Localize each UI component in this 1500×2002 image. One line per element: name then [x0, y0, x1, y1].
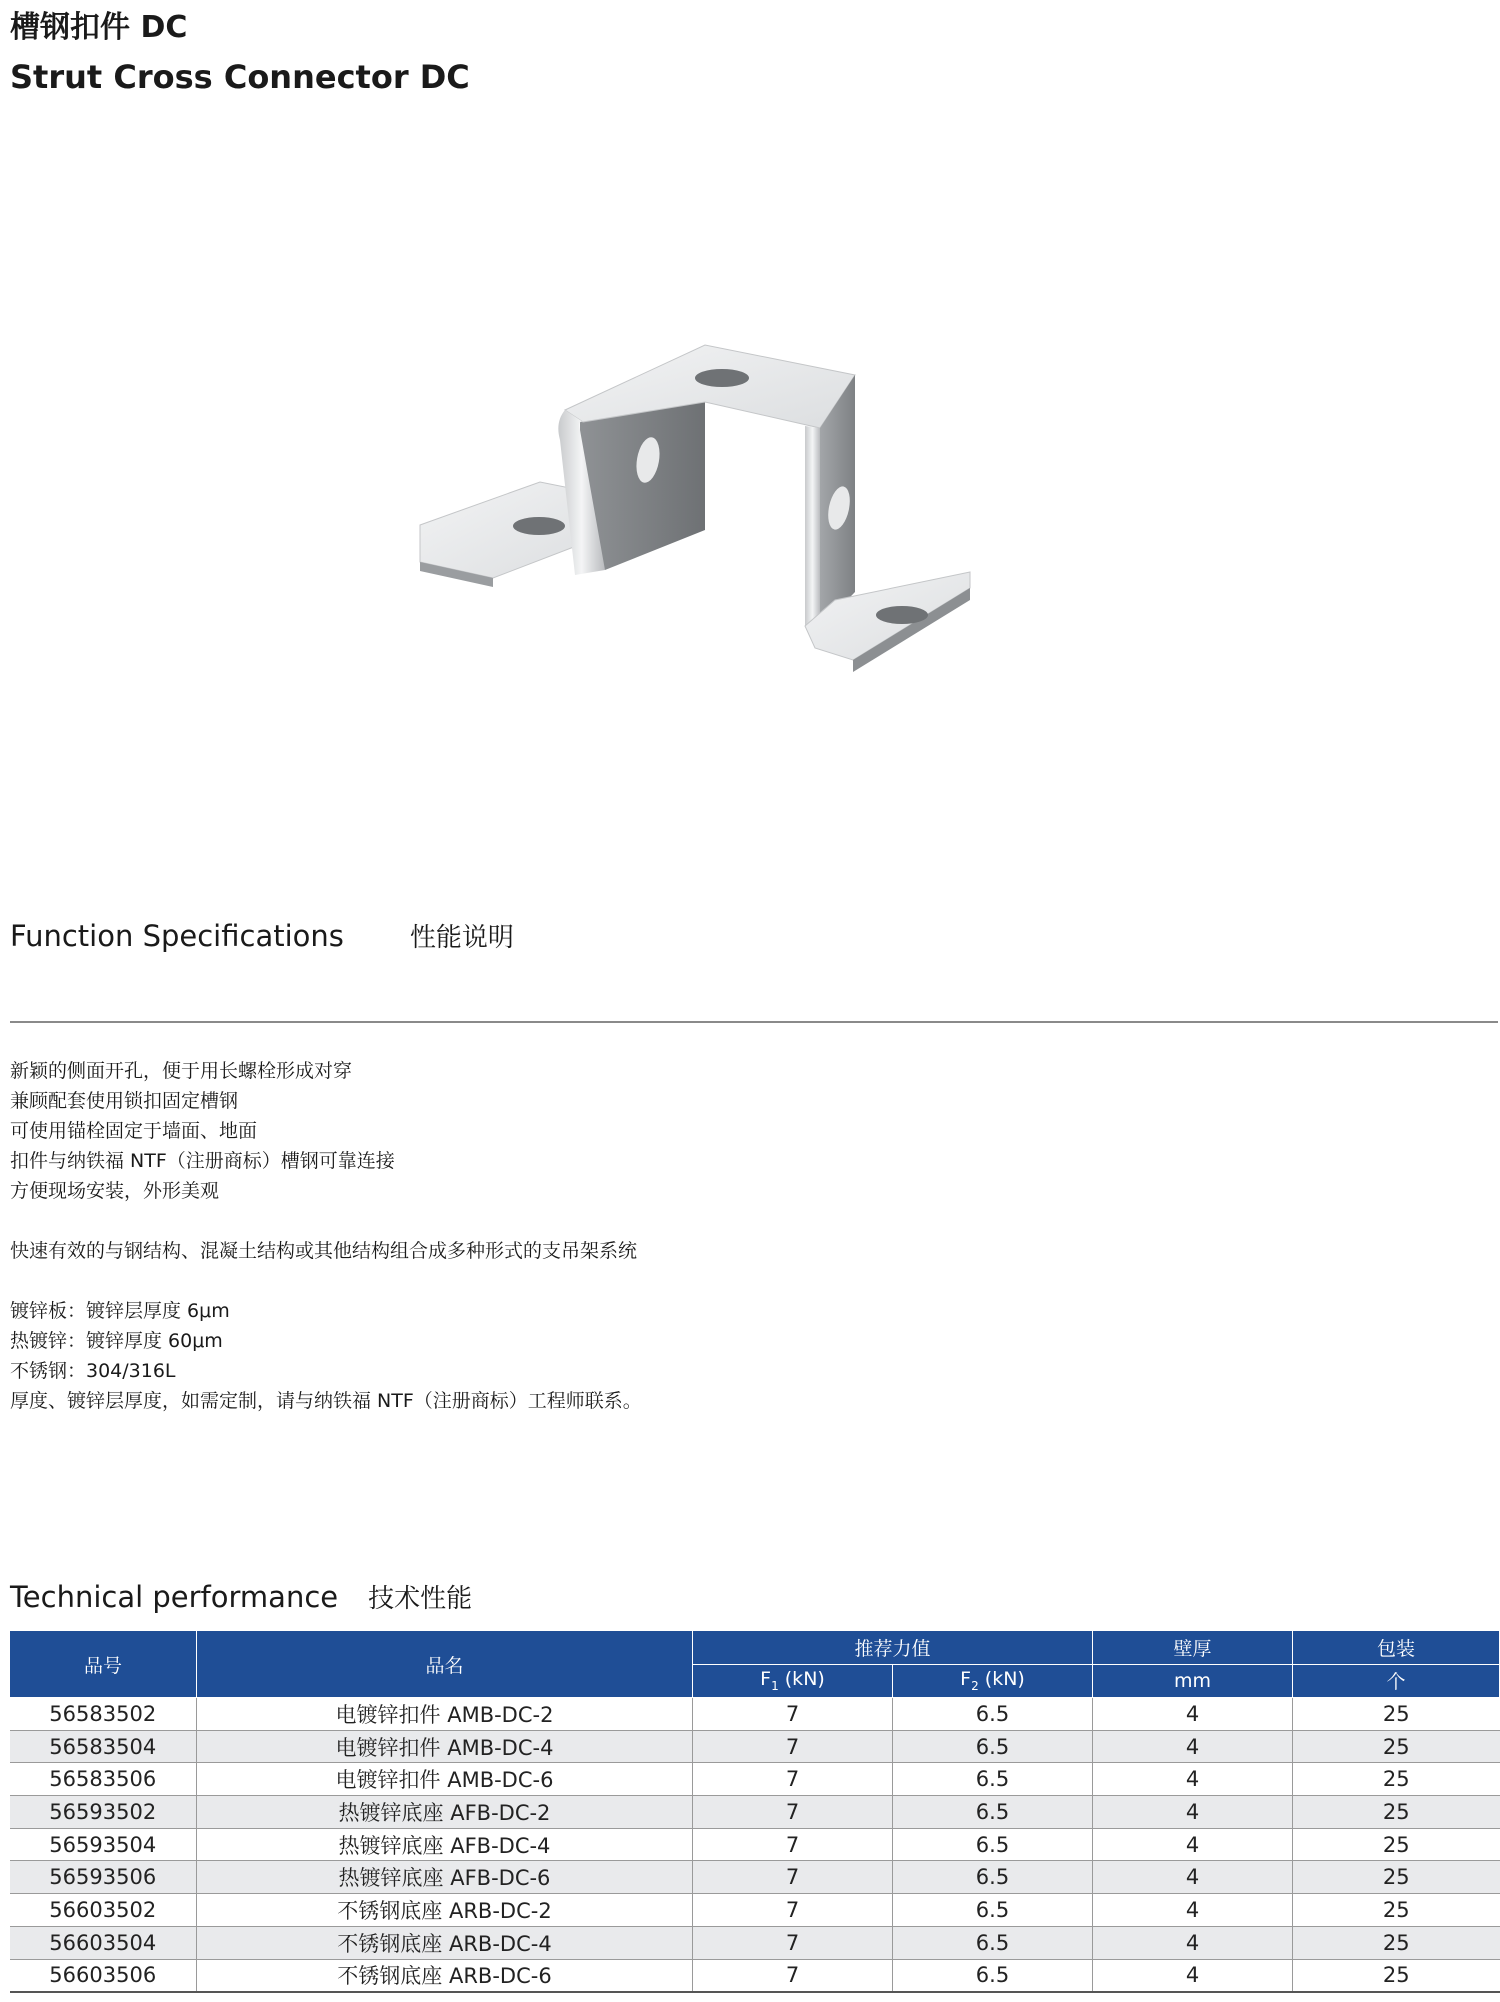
cell-f1: 7 [693, 1698, 893, 1731]
desc-line: 方便现场安装，外形美观 [10, 1180, 220, 1202]
cell-pack: 25 [1293, 1763, 1500, 1796]
cell-pack: 25 [1293, 1828, 1500, 1861]
cell-part-no: 56583504 [10, 1730, 197, 1763]
strut-cross-connector-image [415, 330, 1035, 690]
col-header-pack-unit: 个 [1293, 1664, 1500, 1698]
function-heading-en: Function Specifications [10, 919, 344, 953]
cell-f2: 6.5 [893, 1698, 1093, 1731]
col-header-name: 品名 [197, 1631, 693, 1698]
page-title-cn: 槽钢扣件 DC [10, 10, 188, 45]
function-specifications-heading [10, 916, 514, 958]
technical-table [9, 1630, 1500, 1993]
cell-f1: 7 [693, 1926, 893, 1959]
cell-pack: 25 [1293, 1926, 1500, 1959]
cell-f2: 6.5 [893, 1959, 1093, 1992]
cell-thickness: 4 [1093, 1894, 1293, 1927]
cell-pack: 25 [1293, 1796, 1500, 1829]
cell-part-no: 56603504 [10, 1926, 197, 1959]
cell-f2: 6.5 [893, 1861, 1093, 1894]
function-heading-cn: 性能说明 [409, 923, 514, 953]
section-divider [10, 1021, 1498, 1023]
table-row [10, 1763, 1500, 1796]
table-row [10, 1926, 1500, 1959]
cell-thickness: 4 [1093, 1730, 1293, 1763]
cell-f1: 7 [693, 1796, 893, 1829]
cell-part-no: 56603502 [10, 1894, 197, 1927]
col-header-force: 推荐力值 [693, 1631, 1093, 1665]
desc-line: 新颖的侧面开孔，便于用长螺栓形成对穿 [10, 1060, 353, 1082]
cell-name: 热镀锌底座 AFB-DC-2 [197, 1796, 693, 1829]
cell-pack: 25 [1293, 1894, 1500, 1927]
cell-f1: 7 [693, 1763, 893, 1796]
desc-line: 扣件与纳铁福 NTF（注册商标）槽钢可靠连接 [10, 1150, 395, 1172]
desc-line: 可使用锚栓固定于墙面、地面 [10, 1120, 258, 1142]
cell-name: 电镀锌扣件 AMB-DC-4 [197, 1730, 693, 1763]
cell-name: 不锈钢底座 ARB-DC-2 [197, 1894, 693, 1927]
cell-pack: 25 [1293, 1698, 1500, 1731]
cell-pack: 25 [1293, 1959, 1500, 1992]
cell-part-no: 56583502 [10, 1698, 197, 1731]
cell-thickness: 4 [1093, 1828, 1293, 1861]
table-row [10, 1861, 1500, 1894]
desc-line: 兼顾配套使用锁扣固定槽钢 [10, 1090, 239, 1112]
cell-f2: 6.5 [893, 1926, 1093, 1959]
page-title-en: Strut Cross Connector DC [10, 58, 470, 96]
col-header-f2: $F_2$ (kN) [893, 1664, 1093, 1698]
cell-part-no: 56603506 [10, 1959, 197, 1992]
cell-thickness: 4 [1093, 1698, 1293, 1731]
cell-f2: 6.5 [893, 1763, 1093, 1796]
cell-name: 电镀锌扣件 AMB-DC-2 [197, 1698, 693, 1731]
cell-f1: 7 [693, 1894, 893, 1927]
cell-f2: 6.5 [893, 1894, 1093, 1927]
table-row [10, 1730, 1500, 1763]
cell-thickness: 4 [1093, 1796, 1293, 1829]
technical-heading-cn: 技术性能 [368, 1584, 473, 1614]
cell-f1: 7 [693, 1959, 893, 1992]
cell-name: 电镀锌扣件 AMB-DC-6 [197, 1763, 693, 1796]
table-row [10, 1698, 1500, 1731]
cell-part-no: 56583506 [10, 1763, 197, 1796]
cell-name: 热镀锌底座 AFB-DC-6 [197, 1861, 693, 1894]
desc-line: 镀锌板：镀锌层厚度 6μm [10, 1300, 230, 1322]
technical-performance-heading [10, 1577, 472, 1619]
cell-pack: 25 [1293, 1730, 1500, 1763]
table-row [10, 1894, 1500, 1927]
cell-f2: 6.5 [893, 1828, 1093, 1861]
technical-heading-en: Technical performance [10, 1580, 339, 1614]
cell-name: 热镀锌底座 AFB-DC-4 [197, 1828, 693, 1861]
col-header-pack: 包装 [1293, 1631, 1500, 1665]
cell-thickness: 4 [1093, 1763, 1293, 1796]
cell-f2: 6.5 [893, 1796, 1093, 1829]
col-header-f1: $F_1$ (kN) [693, 1664, 893, 1698]
cell-thickness: 4 [1093, 1926, 1293, 1959]
cell-f1: 7 [693, 1861, 893, 1894]
cell-f2: 6.5 [893, 1730, 1093, 1763]
cell-thickness: 4 [1093, 1861, 1293, 1894]
col-header-part-no: 品号 [10, 1631, 197, 1698]
cell-part-no: 56593504 [10, 1828, 197, 1861]
col-header-thickness: 壁厚 [1093, 1631, 1293, 1665]
desc-line: 快速有效的与钢结构、混凝土结构或其他结构组合成多种形式的支吊架系统 [10, 1240, 638, 1262]
cell-name: 不锈钢底座 ARB-DC-4 [197, 1926, 693, 1959]
cell-f1: 7 [693, 1828, 893, 1861]
desc-line: 热镀锌：镀锌厚度 60μm [10, 1330, 223, 1352]
cell-thickness: 4 [1093, 1959, 1293, 1992]
desc-line: 厚度、镀锌层厚度，如需定制，请与纳铁福 NTF（注册商标）工程师联系。 [10, 1390, 642, 1412]
cell-part-no: 56593506 [10, 1861, 197, 1894]
function-description [10, 1056, 642, 1416]
cell-part-no: 56593502 [10, 1796, 197, 1829]
cell-name: 不锈钢底座 ARB-DC-6 [197, 1959, 693, 1992]
col-header-thickness-unit: mm [1093, 1664, 1293, 1698]
cell-pack: 25 [1293, 1861, 1500, 1894]
table-row [10, 1828, 1500, 1861]
table-row [10, 1959, 1500, 1992]
cell-f1: 7 [693, 1730, 893, 1763]
table-row [10, 1796, 1500, 1829]
desc-line: 不锈钢：304/316L [10, 1360, 176, 1382]
